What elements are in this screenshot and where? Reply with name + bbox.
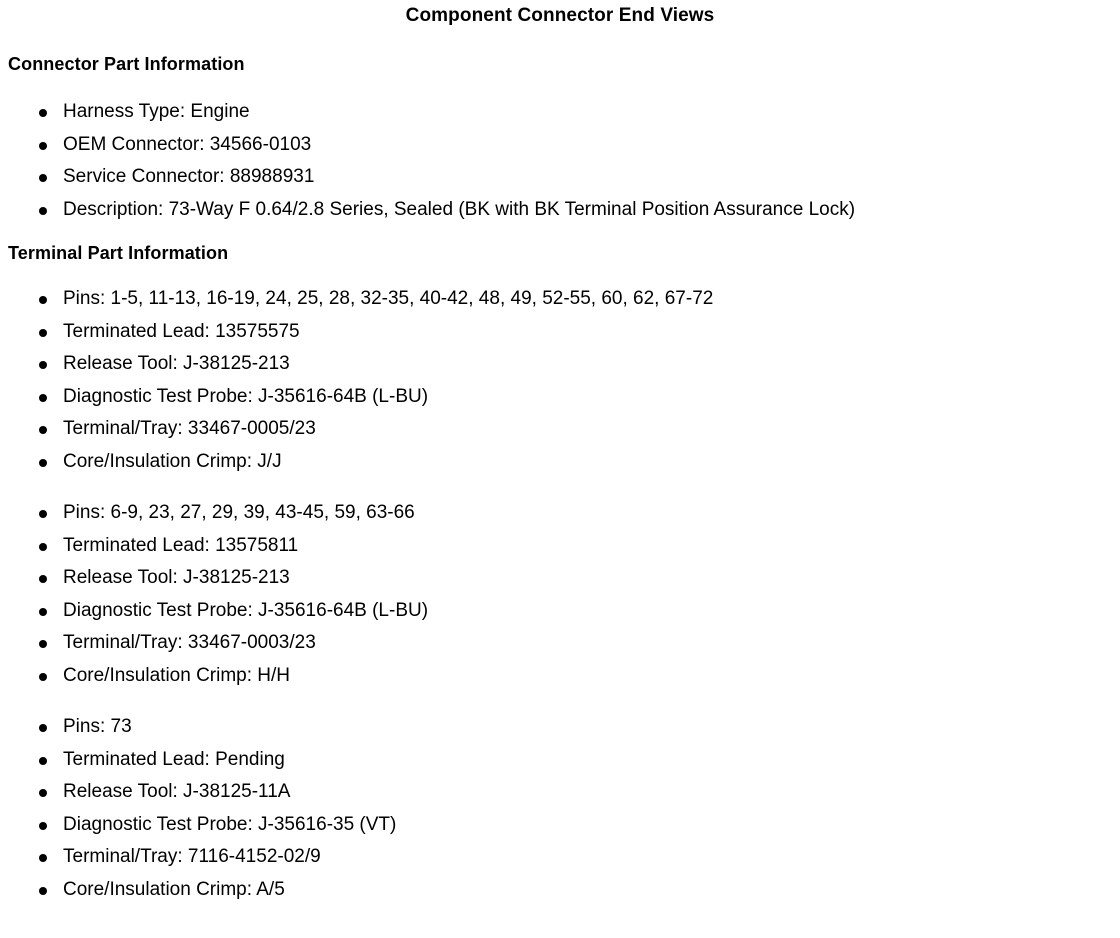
bullet-icon [39,543,47,551]
list-item-label: Terminal/Tray: 33467-0003/23 [63,632,316,653]
list-item-label: Release Tool: J-38125-213 [63,353,290,374]
list-item-label: Diagnostic Test Probe: J-35616-64B (L-BU) [63,385,429,407]
list-item [8,129,1112,162]
list-item [8,711,1112,744]
list-item-label: Release Tool: J-38125-213 [63,567,290,588]
list-item [8,316,1112,349]
bullet-icon [39,640,47,648]
bullet-icon [39,296,47,304]
list-item [8,562,1112,595]
list-item [8,194,1112,227]
list-item [8,381,1112,414]
list-item-label: Core/Insulation Crimp: H/H [63,664,291,686]
list-item-label: OEM Connector: 34566-0103 [63,133,312,155]
list-item [8,413,1112,446]
page-title: Component Connector End Views [405,5,715,26]
list-item-label: Service Connector: 88988931 [63,166,315,187]
list-item [8,841,1112,874]
list-item-label: Core/Insulation Crimp: J/J [63,450,282,472]
bullet-icon [39,329,47,337]
list-item-label: Description: 73-Way F 0.64/2.8 Series, Sealed (BK with BK Terminal Position Assurance Lock) [63,198,856,220]
list-item [8,776,1112,809]
bullet-icon [39,608,47,616]
list-item-label: Terminal/Tray: 33467-0005/23 [63,418,316,439]
bullet-icon [39,673,47,681]
bullet-icon [39,887,47,895]
bullet-icon [39,142,47,150]
list-item [8,595,1112,628]
terminal-group-2 [8,478,1112,692]
list-item-label: Pins: 6-9, 23, 27, 29, 39, 43-45, 59, 63-66 [63,502,415,523]
list-item-label: Terminated Lead: Pending [63,748,285,770]
connector-part-information-list [8,75,1112,226]
terminal-group-3 [8,692,1112,906]
bullet-icon [39,854,47,862]
section-heading-terminal-part-information: Terminal Part Information [8,243,229,263]
list-item [8,809,1112,842]
list-item-label: Core/Insulation Crimp: A/5 [63,878,285,900]
list-item-label: Pins: 73 [63,716,132,737]
bullet-icon [39,575,47,583]
terminal-part-information-groups [8,264,1112,906]
list-item-label: Pins: 1-5, 11-13, 16-19, 24, 25, 28, 32-35, 40-42, 48, 49, 52-55, 60, 62, 67-72 [63,288,714,309]
section-heading-connector-part-information: Connector Part Information [8,54,245,74]
list-item [8,348,1112,381]
list-item [8,497,1112,530]
list-item-label: Terminated Lead: 13575811 [63,534,299,556]
list-item [8,96,1112,129]
list-item [8,530,1112,563]
bullet-icon [39,394,47,402]
terminal-group-1 [8,264,1112,478]
list-item [8,874,1112,907]
bullet-icon [39,109,47,117]
list-item [8,744,1112,777]
bullet-icon [39,510,47,518]
list-item-label: Diagnostic Test Probe: J-35616-35 (VT) [63,813,397,835]
bullet-icon [39,789,47,797]
list-item [8,627,1112,660]
list-item-label: Terminal/Tray: 7116-4152-02/9 [63,846,321,867]
bullet-icon [39,757,47,765]
list-item-label: Harness Type: Engine [63,101,250,122]
bullet-icon [39,822,47,830]
list-item [8,446,1112,479]
list-item [8,660,1112,693]
bullet-icon [39,459,47,467]
bullet-icon [39,361,47,369]
bullet-icon [39,426,47,434]
bullet-icon [39,724,47,732]
bullet-icon [39,207,47,215]
list-item-label: Terminated Lead: 13575575 [63,320,300,342]
list-item [8,283,1112,316]
list-item-label: Diagnostic Test Probe: J-35616-64B (L-BU) [63,599,429,621]
list-item [8,161,1112,194]
list-item-label: Release Tool: J-38125-11A [63,781,291,802]
bullet-icon [39,174,47,182]
